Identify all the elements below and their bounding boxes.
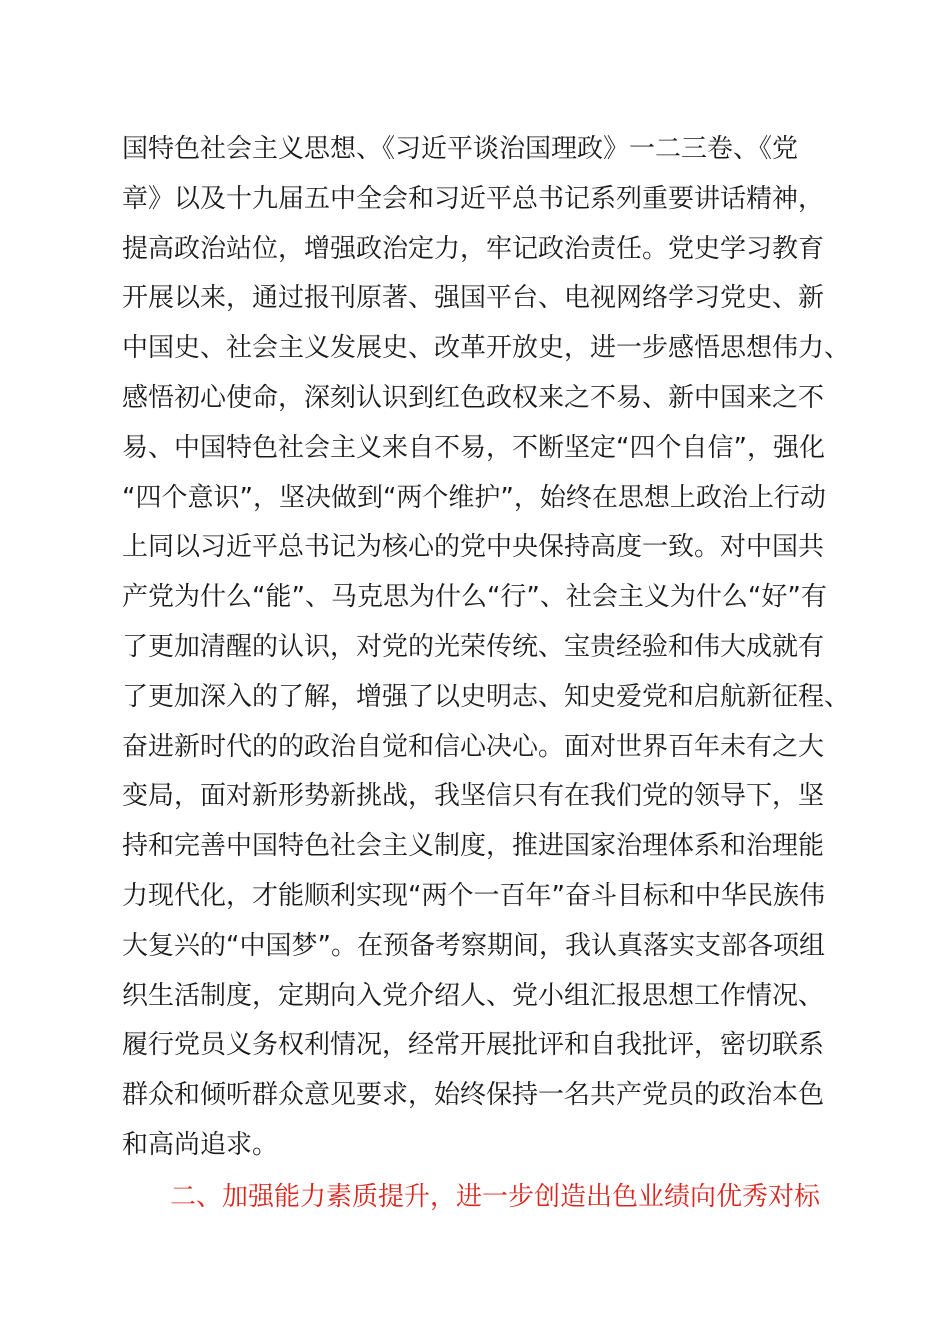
paragraph-line: 群众和倾听群众意见要求，始终保持一名共产党员的政治本色	[122, 1080, 825, 1111]
paragraph-line: 了更加清醒的认识，对党的光荣传统、宝贵经验和伟大成就有	[122, 631, 825, 662]
paragraph-line: 章》以及十九届五中全会和习近平总书记系列重要讲话精神，	[122, 183, 825, 214]
paragraph-line: 大复兴的“中国梦”。在预备考察期间，我认真落实支部各项组	[122, 930, 825, 961]
body-paragraph	[122, 125, 851, 1171]
paragraph-line: 持和完善中国特色社会主义制度，推进国家治理体系和治理能	[122, 831, 825, 862]
paragraph-line: 开展以来，通过报刊原著、强国平台、电视网络学习党史、新	[122, 283, 825, 314]
section-heading: 二、加强能力素质提升，进一步创造出色业绩向优秀对标	[170, 1182, 821, 1212]
paragraph-line: 感悟初心使命，深刻认识到红色政权来之不易、新中国来之不	[122, 382, 825, 413]
paragraph-line: 了更加深入的了解，增强了以史明志、知史爱党和启航新征程、	[122, 681, 851, 712]
paragraph-line: 织生活制度，定期向入党介绍人、党小组汇报思想工作情况、	[122, 980, 825, 1011]
paragraph-line: 和高尚追求。	[122, 1129, 279, 1160]
paragraph-line: 提高政治站位，增强政治定力，牢记政治责任。党史学习教育	[122, 233, 825, 264]
paragraph-line: 变局，面对新形势新挑战，我坚信只有在我们党的领导下，坚	[122, 781, 825, 812]
paragraph-line: 履行党员义务权利情况，经常开展批评和自我批评，密切联系	[122, 1030, 825, 1061]
paragraph-line: 奋进新时代的的政治自觉和信心决心。面对世界百年未有之大	[122, 731, 825, 762]
paragraph-line: 易、中国特色社会主义来自不易，不断坚定“四个自信”，强化	[122, 432, 825, 463]
paragraph-line: 上同以习近平总书记为核心的党中央保持高度一致。对中国共	[122, 532, 825, 563]
paragraph-line: “四个意识”，坚决做到“两个维护”，始终在思想上政治上行动	[122, 482, 826, 513]
paragraph-line: 力现代化，才能顺利实现“两个一百年”奋斗目标和中华民族伟	[122, 880, 825, 911]
paragraph-line: 中国史、社会主义发展史、改革开放史，进一步感悟思想伟力、	[122, 333, 851, 364]
paragraph-line: 国特色社会主义思想、《习近平谈治国理政》一二三卷、《党	[122, 134, 799, 164]
paragraph-line: 产党为什么“能”、马克思为什么“行”、社会主义为什么“好”有	[122, 582, 827, 613]
